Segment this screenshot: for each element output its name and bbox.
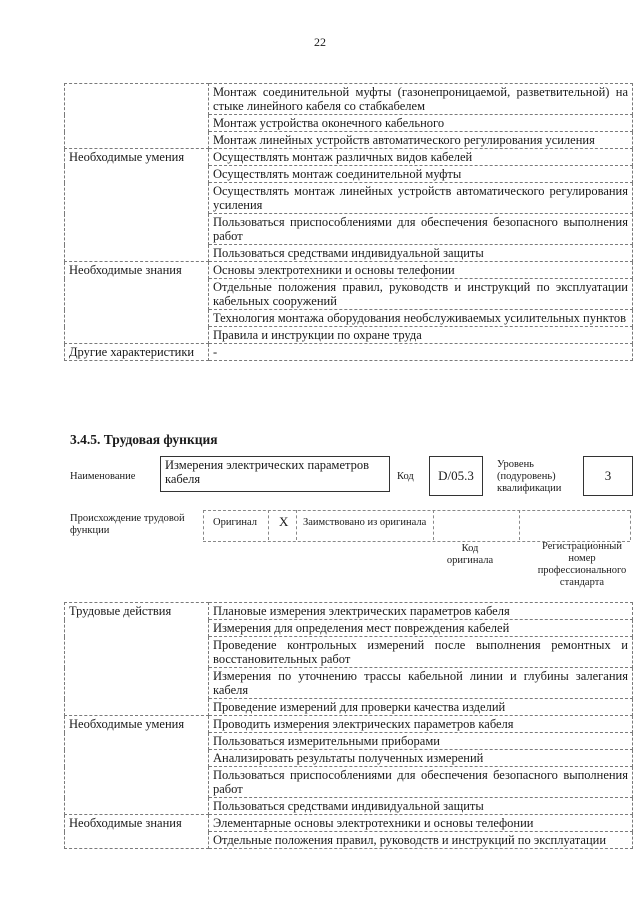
name-label: Наименование — [70, 471, 136, 482]
origin-divider — [433, 510, 434, 540]
table-row — [65, 668, 633, 699]
origin-divider — [268, 510, 269, 540]
row-category: Необходимые умения — [65, 149, 209, 166]
row-category — [65, 310, 209, 327]
table-row — [65, 832, 633, 849]
row-text: Пользоваться средствами индивидуальной защиты — [209, 245, 633, 262]
row-text: Проводить измерения электрических параметров кабеля — [209, 716, 633, 733]
table-row — [65, 733, 633, 750]
row-text: Монтаж линейных устройств автоматического регулирования усиления — [209, 132, 633, 149]
row-category — [65, 183, 209, 214]
page-number: 22 — [314, 35, 326, 49]
table-row — [65, 620, 633, 637]
table-row — [65, 327, 633, 344]
code-label: Код — [397, 471, 414, 482]
row-text: Плановые измерения электрических параметров кабеля — [209, 603, 633, 620]
section-title: 3.4.5. Трудовая функция — [70, 432, 218, 447]
requirements-table-2-body — [65, 603, 633, 849]
table-row — [65, 716, 633, 733]
row-category — [65, 733, 209, 750]
table-row — [65, 815, 633, 832]
row-text: Отдельные положения правил, руководств и инструкций по эксплуатации — [209, 832, 633, 849]
table-row — [65, 344, 633, 361]
row-category — [65, 279, 209, 310]
code-value-box: D/05.3 — [429, 456, 483, 496]
row-text: Основы электротехники и основы телефонии — [209, 262, 633, 279]
row-text: Технология монтажа оборудования необслуживаемых усилительных пунктов — [209, 310, 633, 327]
origin-divider — [519, 510, 520, 540]
table-row — [65, 245, 633, 262]
row-category — [65, 750, 209, 767]
row-category — [65, 620, 209, 637]
qualification-level-label: Уровень (подуровень) квалификации — [497, 459, 562, 494]
row-category — [65, 637, 209, 668]
table-row — [65, 750, 633, 767]
row-category — [65, 327, 209, 344]
row-text: Правила и инструкции по охране труда — [209, 327, 633, 344]
row-category — [65, 832, 209, 849]
row-text: Анализировать результаты полученных измерений — [209, 750, 633, 767]
origin-divider — [203, 510, 204, 540]
row-category: Необходимые знания — [65, 815, 209, 832]
row-text: Элементарные основы электротехники и основы телефонии — [209, 815, 633, 832]
table-row — [65, 149, 633, 166]
row-text: Проведение измерений для проверки качества изделий — [209, 699, 633, 716]
row-text: Осуществлять монтаж соединительной муфты — [209, 166, 633, 183]
table-row — [65, 183, 633, 214]
table-row — [65, 84, 633, 115]
row-text: Проведение контрольных измерений после выполнения ремонтных и восстановительных работ — [209, 637, 633, 668]
origin-divider — [296, 510, 297, 540]
row-text: Пользоваться приспособлениями для обеспечения безопасного выполнения работ — [209, 767, 633, 798]
origin-label: Происхождение трудовой функции — [70, 513, 185, 536]
row-category — [65, 214, 209, 245]
row-category: Необходимые знания — [65, 262, 209, 279]
row-text: Пользоваться средствами индивидуальной защиты — [209, 798, 633, 815]
row-category — [65, 668, 209, 699]
row-category: Трудовые действия — [65, 603, 209, 620]
row-text: Отдельные положения правил, руководств и инструкций по эксплуатации кабельных сооружений — [209, 279, 633, 310]
row-category — [65, 699, 209, 716]
registration-number-label: Регистрационный номер профессионального стандарта — [537, 541, 627, 588]
requirements-table-2 — [64, 602, 633, 849]
requirements-table-1 — [64, 83, 633, 361]
row-text: Монтаж соединительной муфты (газонепроницаемой, разветвительной) на стыке линейного кабеля со стабкабелем — [209, 84, 633, 115]
table-row — [65, 214, 633, 245]
row-text: Пользоваться измерительными приборами — [209, 733, 633, 750]
origin-divider — [630, 510, 631, 540]
qualification-level-box: 3 — [583, 456, 633, 496]
table-row — [65, 637, 633, 668]
origin-borrowed-label: Заимствовано из оригинала — [303, 517, 427, 528]
table-row — [65, 603, 633, 620]
table-row — [65, 279, 633, 310]
table-row — [65, 132, 633, 149]
table-row — [65, 310, 633, 327]
table-row — [65, 798, 633, 815]
table-row — [65, 699, 633, 716]
row-text: - — [209, 344, 633, 361]
row-text: Измерения по уточнению трассы кабельной линии и глубины залегания кабеля — [209, 668, 633, 699]
row-category — [65, 767, 209, 798]
row-category — [65, 245, 209, 262]
row-text: Монтаж устройства оконечного кабельного — [209, 115, 633, 132]
row-category — [65, 798, 209, 815]
row-text: Пользоваться приспособлениями для обеспечения безопасного выполнения работ — [209, 214, 633, 245]
row-text: Осуществлять монтаж различных видов кабелей — [209, 149, 633, 166]
row-text: Измерения для определения мест повреждения кабелей — [209, 620, 633, 637]
row-category: Необходимые умения — [65, 716, 209, 733]
name-value-box: Измерения электрических параметров кабеля — [160, 456, 390, 492]
origin-original-label: Оригинал — [213, 517, 257, 528]
row-category: Другие характеристики — [65, 344, 209, 361]
table-row — [65, 262, 633, 279]
origin-mark: X — [279, 514, 289, 529]
row-category — [65, 166, 209, 183]
row-text: Осуществлять монтаж линейных устройств автоматического регулирования усиления — [209, 183, 633, 214]
table-row — [65, 166, 633, 183]
row-category — [65, 132, 209, 149]
table-row — [65, 767, 633, 798]
table-row — [65, 115, 633, 132]
requirements-table-1-body — [65, 84, 633, 361]
row-category — [65, 115, 209, 132]
code-original-label: Код оригинала — [446, 543, 494, 566]
row-category — [65, 84, 209, 115]
